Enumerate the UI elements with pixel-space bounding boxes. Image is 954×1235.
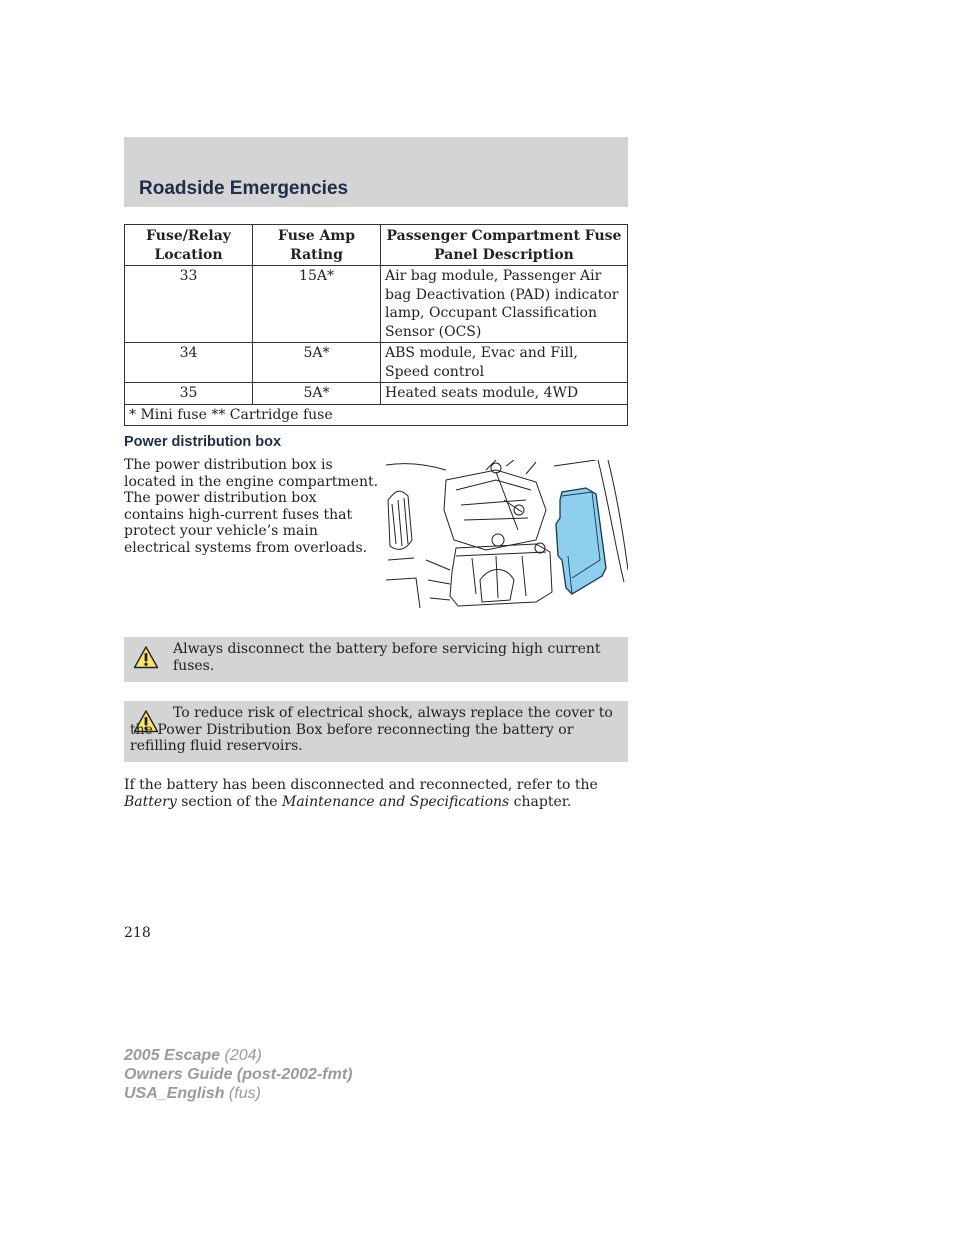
maintenance-chapter-ref: Maintenance and Specifications <box>281 794 510 810</box>
page-number: 218 <box>124 925 151 941</box>
cell-description: Heated seats module, 4WD <box>381 383 628 405</box>
table-row <box>125 383 628 405</box>
footer-line-3 <box>124 1084 352 1103</box>
table-footnote-row <box>125 404 628 426</box>
table-row <box>125 343 628 383</box>
footer-line-2 <box>124 1065 352 1084</box>
footer-line-1 <box>124 1046 352 1065</box>
cell-description: ABS module, Evac and Fill, Speed control <box>381 343 628 383</box>
warning-icon <box>133 645 159 669</box>
cell-location: 35 <box>125 383 253 405</box>
header-location: Fuse/Relay Location <box>125 225 253 266</box>
table-footnote: * Mini fuse ** Cartridge fuse <box>125 404 628 426</box>
table-header-row <box>125 225 628 266</box>
cell-location: 34 <box>125 343 253 383</box>
ref-text-post: chapter. <box>509 794 572 810</box>
section-heading: Power distribution box <box>124 434 282 450</box>
header-rating: Fuse Amp Rating <box>253 225 381 266</box>
warning-text: Always disconnect the battery before servicing high current fuses. <box>173 641 601 674</box>
battery-section-ref: Battery <box>124 794 177 810</box>
footer-locale-code: (fus) <box>224 1085 261 1102</box>
footer-model: 2005 Escape <box>124 1047 221 1064</box>
footer-model-code: (204) <box>220 1047 262 1064</box>
warning-box <box>124 701 628 762</box>
header-description: Passenger Compartment Fuse Panel Description <box>381 225 628 266</box>
warning-text: To reduce risk of electrical shock, always replace the cover to the Power Distribution Box before reconnecting the battery or refilling fluid reservoirs. <box>130 705 613 754</box>
cell-rating: 5A* <box>253 343 381 383</box>
ref-text-pre: If the battery has been disconnected and reconnected, refer to the <box>124 777 598 793</box>
header-band <box>124 137 628 207</box>
cell-rating: 5A* <box>253 383 381 405</box>
page-title: Roadside Emergencies <box>139 178 349 199</box>
ref-text-mid: section of the <box>176 794 282 810</box>
cell-description: Air bag module, Passenger Air bag Deactivation (PAD) indicator lamp, Occupant Classification Sensor (OCS) <box>381 266 628 343</box>
battery-reference-paragraph <box>124 777 628 811</box>
section-paragraph: The power distribution box is located in the engine compartment. The power distribution box contains high-current fuses that protect your vehicle’s main electrical systems from overloads. <box>124 457 379 556</box>
engine-compartment-illustration <box>386 460 628 610</box>
footer-guide: Owners Guide (post-2002-fmt) <box>124 1066 353 1083</box>
table-row <box>125 266 628 343</box>
cell-rating: 15A* <box>253 266 381 343</box>
cell-location: 33 <box>125 266 253 343</box>
fuse-table <box>124 224 628 426</box>
document-footer <box>124 1046 352 1103</box>
footer-locale: USA_English <box>124 1085 225 1102</box>
warning-box <box>124 637 628 682</box>
